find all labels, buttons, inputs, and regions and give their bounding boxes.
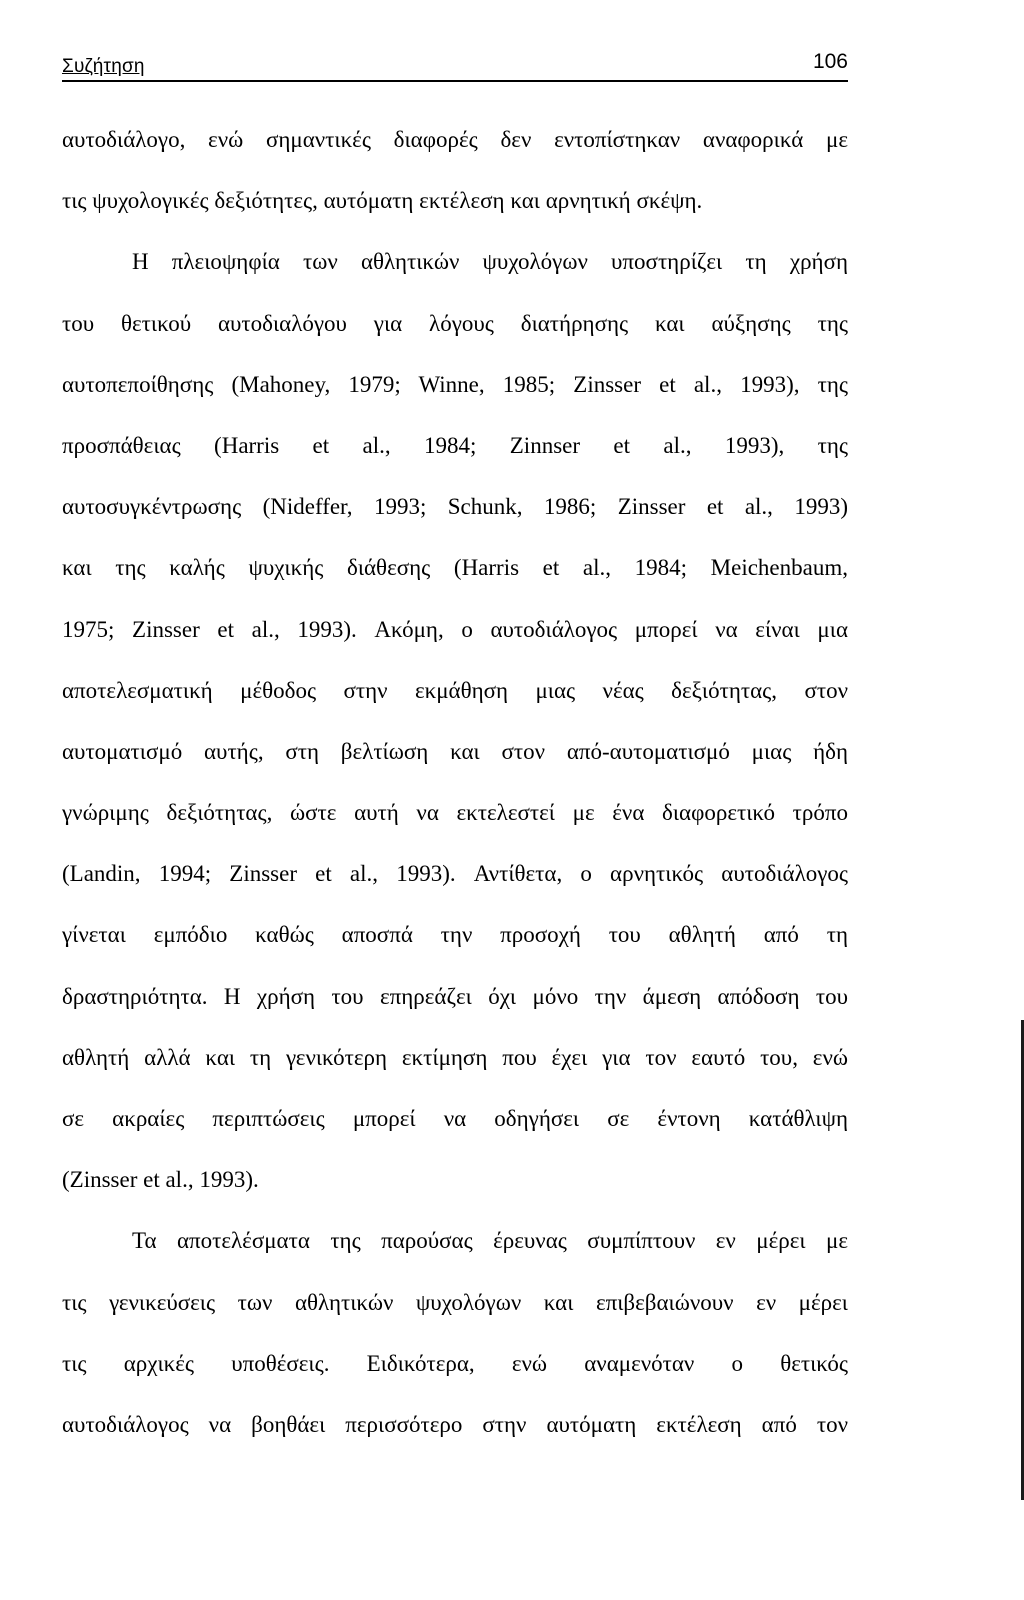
section-title: Συζήτηση (62, 56, 145, 77)
text-line: τις αρχικές υποθέσεις. Ειδικότερα, ενώ αναμενόταν ο θετικός (62, 1350, 848, 1376)
page-number: 106 (812, 50, 848, 73)
text-line: και της καλής ψυχικής διάθεσης (Harris et al., 1984; Meichenbaum, (62, 555, 848, 581)
text-line: τις γενικεύσεις των αθλητικών ψυχολόγων και επιβεβαιώνουν εν μέρει (62, 1289, 848, 1315)
text-line: δραστηριότητα. Η χρήση του επηρεάζει όχι μόνο την άμεση απόδοση του (62, 983, 848, 1009)
text-line: αυτοδιάλογο, ενώ σημαντικές διαφορές δεν εντοπίστηκαν αναφορικά με (62, 127, 848, 152)
text-line: Η πλειοψηφία των αθλητικών ψυχολόγων υποστηρίζει τη χρήση (132, 249, 848, 275)
text-line: 1975; Zinsser et al., 1993). Ακόμη, ο αυτοδιάλογος μπορεί να είναι μια (62, 616, 848, 642)
text-line: Τα αποτελέσματα της παρούσας έρευνας συμπίπτουν εν μέρει με (132, 1228, 848, 1254)
text-line: (Zinsser et al., 1993). (62, 1167, 259, 1193)
text-line: αποτελεσματική μέθοδος στην εκμάθηση μιας νέας δεξιότητας, στον (62, 677, 848, 703)
body-text (62, 118, 848, 1464)
text-line: σε ακραίες περιπτώσεις μπορεί να οδηγήσει σε έντονη κατάθλιψη (62, 1106, 848, 1131)
text-line: γίνεται εμπόδιο καθώς αποσπά την προσοχή του αθλητή από τη (62, 922, 848, 948)
text-line: αυτοπεποίθησης (Mahoney, 1979; Winne, 1985; Zinsser et al., 1993), της (62, 371, 848, 397)
page-header (62, 48, 848, 82)
text-line: προσπάθειας (Harris et al., 1984; Zinnser et al., 1993), της (62, 432, 848, 458)
text-line: αθλητή αλλά και τη γενικότερη εκτίμηση που έχει για τον εαυτό του, ενώ (62, 1044, 848, 1070)
text-line: του θετικού αυτοδιαλόγου για λόγους διατήρησης και αύξησης της (62, 310, 848, 336)
text-line: αυτοδιάλογος να βοηθάει περισσότερο στην αυτόματη εκτέλεση από τον (62, 1411, 848, 1437)
text-line: τις ψυχολογικές δεξιότητες, αυτόματη εκτέλεση και αρνητική σκέψη. (62, 188, 703, 214)
text-line: γνώριμης δεξιότητας, ώστε αυτή να εκτελεστεί με ένα διαφορετικό τρόπο (62, 800, 848, 826)
text-line: αυτοσυγκέντρωσης (Nideffer, 1993; Schunk, 1986; Zinsser et al., 1993) (62, 494, 848, 520)
text-line: (Landin, 1994; Zinsser et al., 1993). Αντίθετα, ο αρνητικός αυτοδιάλογος (62, 861, 848, 887)
text-line: αυτοματισμό αυτής, στη βελτίωση και στον από-αυτοματισμό μιας ήδη (62, 738, 848, 764)
